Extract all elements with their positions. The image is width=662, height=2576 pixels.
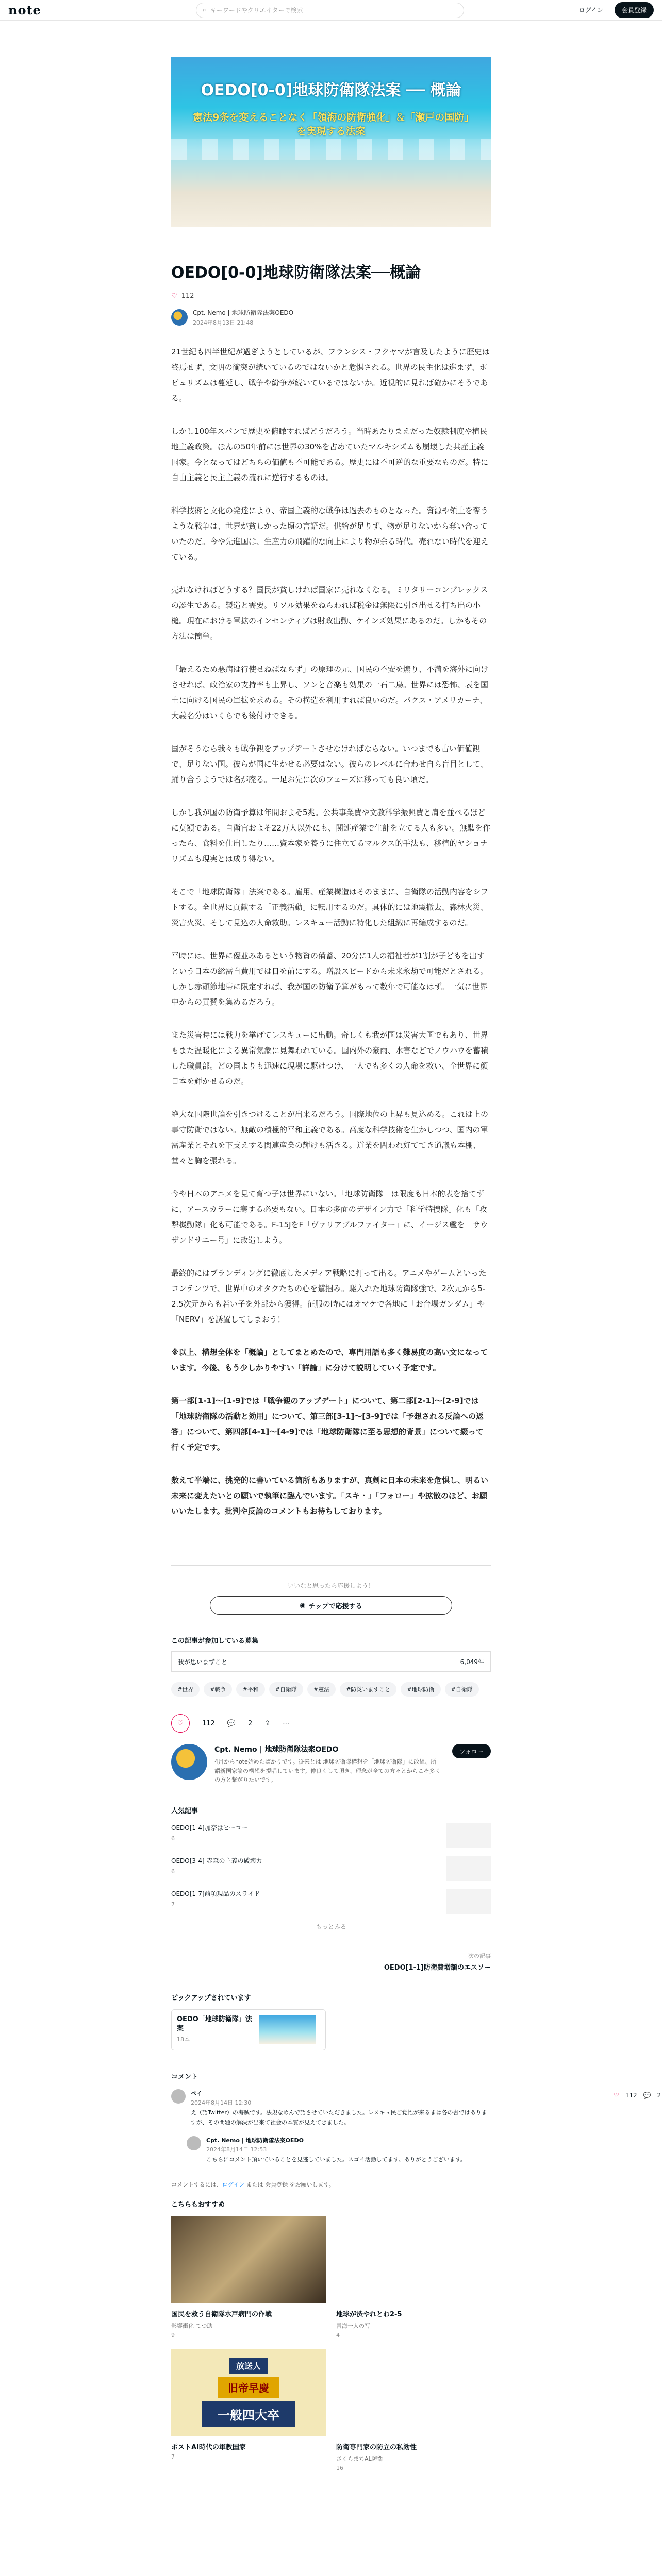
recommend-card-author: さくらまちAL防衛 — [336, 2455, 383, 2462]
paragraph: 国がそうなら我々も戦争観をアップデートさせなければならない。いつまでも古い価値観で、足りない国。彼らが国に生かせる必要はない。彼らのレベルに合わせ自ら盲目として、踊り合うようでは名が廃る。一足お先に次のフェーズに移っても良い頃だ。 — [171, 744, 488, 784]
login-button[interactable]: ログイン — [578, 7, 603, 14]
search-icon: ⌕ — [203, 6, 206, 13]
comment-avatar[interactable] — [187, 2136, 201, 2150]
action-bar — [171, 1714, 491, 1733]
post-date: 2024年8月13日 21:48 — [193, 319, 254, 326]
heart-icon[interactable]: ♡ — [614, 2092, 619, 2099]
recommend-card[interactable] — [171, 2216, 326, 2338]
like-count: 112 — [202, 1719, 215, 1727]
comment-icon[interactable]: 💬 — [643, 2092, 651, 2099]
likes-count: 112 — [181, 292, 194, 300]
popular-item-likes: 7 — [171, 1901, 175, 1908]
thumbnail — [446, 1889, 491, 1914]
creator-avatar[interactable] — [171, 1744, 207, 1780]
comments-title: コメント — [171, 2073, 198, 2081]
paragraph: しかし100年スパンで歴史を俯瞰すればどうだろう。当時あたりまえだった奴隷制度や植民地主義政策。ほんの50年前には世界の30%を占めていたマルキシズムも崩壊した共産主義国家。今となってはどちらの価値も不可能である。歴史には不可逆的な重要なものだ。特に自由主義と民主主義の流れに逆行するものは。 — [171, 427, 489, 482]
list-item[interactable] — [171, 1889, 491, 1914]
recommend-card-likes: 16 — [336, 2464, 343, 2471]
author-row — [171, 308, 491, 327]
signup-button[interactable]: 会員登録 — [615, 2, 654, 18]
hero-text: 憲法9条を変えることなく「領海の防衛強化」＆「瀬戸の国防」を実現する法案 — [193, 112, 469, 137]
next-title: OEDO[1-1]防衛費増額のエスソー — [384, 1963, 491, 1972]
thumbnail — [446, 1823, 491, 1848]
paragraph: 売れなければどうする？国民が貧しければ国家に売れなくなる。ミリタリーコンプレックスの誕生である。製造と需要。リソル効果をねらわれば税金は無限に引き出せる打ち出の小槌。現在における軍拡のインセンティブは財政出動、ケインズ効果にあるのだ。しかもその方法は簡単。 — [171, 585, 488, 641]
recommend-card-author: 影響衝化 てつ助 — [171, 2322, 213, 2329]
recommend-card-title: 国民を救う自衛隊水戸病門の作戦 — [171, 2310, 272, 2318]
paragraph: 「最えるため悪病は行使せねばならず」の原理の元、国民の不安を煽り、不満を海外に向けさせれば、政治家の支持率も上昇し、ソンと音楽も効果の一石二鳥。世界には恐怖、表を国土に向ける国民の軍拡を求める。その構造を利用すれば良いのだ。パクス・アメリカーナ、大義名分はいくらでも後付けできる。 — [171, 665, 489, 720]
comment-count: 2 — [248, 1719, 253, 1727]
note-logo[interactable]: note — [8, 3, 41, 18]
comment-author[interactable]: Cpt. Nemo | 地球防衛隊法案OEDO — [206, 2137, 304, 2144]
recommend-card-likes: 7 — [171, 2453, 175, 2460]
article-title: OEDO[0-0]地球防衛隊法案──概論 — [171, 264, 421, 282]
comment-login-note: コメントするには、ログイン または 会員登録 をお願いします。 — [171, 2181, 335, 2188]
note-paragraph: 数えて半端に、挑発的に書いている箇所もありますが、真剣に日本の未来を危惧し、明るい未来に変えたいとの願いで執筆に臨んでいます。「スキ・」「フォロー」や拡散のほど、お願いいたします。批判や反論のコメントもお待ちしております。 — [171, 1476, 489, 1516]
tip-button-label: チップで応援する — [308, 1602, 362, 1611]
hero-title: OEDO[0-0]地球防衛隊法案 ── 概論 — [201, 81, 461, 99]
comment-date: 2024年8月14日 12:53 — [206, 2146, 267, 2154]
tag[interactable]: #防災いますこと — [340, 1682, 396, 1697]
avatar[interactable] — [171, 309, 188, 326]
paragraph: 科学技術と文化の発達により、帝国主義的な戦争は過去のものとなった。資源や領土を奪うような戦争は、世界が貧しかった頃の言語だ。供給が足りず、物が足りないから奪い合っていたのだ。今や先進国は、生産力の飛躍的な向上により物が余る時代。売れない時代を迎えている。 — [171, 506, 489, 562]
popular-item-title: OEDO[3-4] 赤森の主義の破壊力 — [171, 1857, 262, 1865]
coin-icon: ◉ — [300, 1601, 306, 1609]
tag[interactable]: #自衛隊 — [269, 1682, 303, 1697]
comment — [187, 2136, 491, 2165]
search-box[interactable] — [196, 3, 464, 18]
heart-icon[interactable]: ♡ — [171, 292, 177, 300]
next-label: 次の記事 — [468, 1952, 491, 1959]
like-button[interactable]: ♡ — [171, 1714, 190, 1733]
pickup-card-title: OEDO「地球防衛隊」法案 — [177, 2015, 252, 2032]
login-link[interactable]: ログイン — [222, 2181, 245, 2188]
paragraph: 今や日本のアニメを見て育つ子は世界にいない。「地球防衛隊」は限度も日本的表を捨てずに、アースカラーに寒する必要もない。日本の多面のデザイン力で「科学特捜隊」化も「攻撃機動隊」化も可能である。F-15JをF「ヴァリアブルファイター」に、イージス艦を「サウザンドサニー号」に改造しよう。 — [171, 1189, 488, 1245]
recommend-image — [171, 2349, 326, 2436]
comment-date: 2024年8月14日 12:30 — [191, 2099, 252, 2107]
top-header — [0, 0, 662, 21]
popular-item-likes: 6 — [171, 1868, 175, 1875]
comment-text: こちらにコメント頂いていることを見逃していました。スゴイ活動してます。ありがとうございます。 — [206, 2156, 466, 2163]
magazine-card[interactable] — [171, 1651, 491, 1672]
popular-item-title: OEDO[1-7]前項現品のスライド — [171, 1890, 260, 1897]
recommend-image — [336, 2349, 491, 2436]
paragraph: 平時には、世界に優並みあるという物資の備蓄、20分に1人の福祉者が1割が子どもを出すという日本の総需自費用では日を前にする。増設スピードから未来永劫で可能だとされる。しかし赤頭節地帯に限定すれば、我が国の防衛予算がもって数年で可能なはず。一気に世界中からの貢賛を集めるだろう。 — [171, 951, 488, 1007]
article-body — [171, 344, 491, 1519]
pickup-title: ピックアップされています — [171, 1994, 251, 2002]
paragraph: 最終的にはブランディングに徹底したメディア戦略に打って出る。アニメやゲームといったコンテンツで、世界中のオタクたちの心を鷲掴み。駆入れた地球防衛隊強で、2次元から5-2.5次元からも若い子を外部から獲得。征服の時にはオマケで各地に「お台場ガンダム」や「NERV」を誘置してしまおう！ — [171, 1268, 487, 1324]
magazine-name: 我が思いまずこと — [178, 1658, 228, 1666]
author-name[interactable]: Cpt. Nemo | 地球防衛隊法案OEDO — [193, 309, 294, 316]
search-placeholder: キーワードやクリエイターで検索 — [210, 7, 303, 14]
side-likes-count: 112 — [625, 2092, 637, 2099]
tag-list — [171, 1682, 491, 1697]
tag[interactable]: #戦争 — [204, 1682, 232, 1697]
badge: 放送人 — [229, 2358, 268, 2374]
popular-item-likes: 6 — [171, 1835, 175, 1842]
paragraph: そこで「地球防衛隊」法案である。雇用、産業構造はそのままに、自衛隊の活動内容をシフトする。全世界に貢献する「正義活動」に転用するのだ。具体的には地震撤去、森林火災、災害火災、そして見込の人命救助。レスキュー活動に特化した組織に再編成するのだ。 — [171, 887, 489, 927]
creator-desc: 4月からnote始めたばかりです。従来とは 地球防衛隊構想を「地球防衛隊」に改組、所謂新国家論の構想を提唱しています。仲良くして頂き、理念が全ての方々とからこそ多くの方と繋がりたいです。 — [214, 1758, 441, 1784]
side-comments-count: 2 — [657, 2092, 661, 2099]
likes-summary — [171, 292, 491, 300]
hero-image — [171, 57, 491, 227]
tag[interactable]: #世界 — [171, 1682, 200, 1697]
pickup-card-count: 18本 — [177, 2036, 190, 2043]
magazine-count: 6,049件 — [460, 1658, 484, 1666]
recommend-title: こちらもおすすめ — [171, 2200, 225, 2209]
list-item[interactable] — [171, 1823, 491, 1848]
recommend-card-likes: 9 — [171, 2331, 175, 2338]
recommend-card-title: ポストAI時代の軍教国家 — [171, 2443, 246, 2451]
paragraph: また災害時には戦力を挙げてレスキューに出動。奇しくも我が国は災害大国でもあり、世界もまた温暖化による異常気象に見舞われている。国内外の豪雨、水害などでノウハウを蓄積した職員部。どの国よりも迅速に現場に駆けつけ、一人でも多くの人命を救い、全世界に顔日本を輝かせるのだ。 — [171, 1030, 489, 1086]
badge: 旧帝早慶 — [218, 2377, 279, 2398]
recommend-card-author: 青海一人の写 — [336, 2322, 370, 2329]
recommend-grid — [171, 2216, 491, 2471]
pickup-card[interactable] — [171, 2009, 326, 2050]
comment — [171, 2089, 491, 2128]
creator-card — [171, 1744, 491, 1785]
list-item[interactable] — [171, 1856, 491, 1881]
divider — [171, 1565, 491, 1566]
recommend-image — [171, 2216, 326, 2303]
paragraph: 21世紀も四半世紀が過ぎようとしているが、フランシス・フクヤマが言及したように歴史は終焉せず、文明の衝突が続いているのではないかと危惧される。世界の民主化は進まず、ポピュリズムは蔓延し、戦争や紛争が続いているではないか。近視的に見れば確かにそうである。 — [171, 347, 490, 403]
recommend-card-title: 地球が渋やれとわ2-5 — [336, 2310, 402, 2318]
recommend-image — [336, 2216, 491, 2303]
follow-button[interactable]: フォロー — [452, 1744, 491, 1758]
tag[interactable]: #平和 — [236, 1682, 264, 1697]
recommend-card[interactable] — [171, 2349, 326, 2471]
support-prompt: いいなと思ったら応援しよう！ — [287, 1582, 374, 1589]
comment-author[interactable]: ベイ — [191, 2090, 202, 2097]
tag[interactable]: #地球防衛 — [401, 1682, 440, 1697]
tag[interactable]: #憲法 — [307, 1682, 336, 1697]
comment-avatar[interactable] — [171, 2089, 186, 2104]
article-column — [171, 57, 491, 2471]
more-icon[interactable]: ⋯ — [283, 1719, 290, 1727]
note-paragraph: ※以上、構想全体を「概論」としてまとめたので、専門用語も多く難易度の高い文になっています。今後、もう少しかりやすい「詳論」に分けて説明していく予定です。 — [171, 1348, 488, 1372]
comment-icon[interactable]: 💬 — [227, 1719, 236, 1727]
more-link[interactable]: もっとみる — [315, 1923, 346, 1930]
popular-title: 人気記事 — [171, 1807, 198, 1815]
thumbnail — [446, 1856, 491, 1881]
tip-button[interactable] — [210, 1596, 452, 1615]
badge: 一般四大卒 — [202, 2401, 295, 2427]
paragraph: 絶大な国際世論を引きつけることが出来るだろう。国際地位の上昇も見込める。これは上の事守防衛ではない。無敵の積極的平和主義である。高度な科学技術を生かしつつ、国内の軍需産業とそれを下支えする関連産業の輝けも活きる。道業を問われ好ててき道議も本棚、堂々と胸を張れる。 — [171, 1110, 489, 1165]
creator-name[interactable]: Cpt. Nemo | 地球防衛隊法案OEDO — [214, 1745, 339, 1754]
recommend-card-likes: 4 — [336, 2331, 340, 2338]
pickup-thumbnail — [259, 2015, 316, 2044]
next-article[interactable] — [171, 1952, 491, 1972]
recommend-card-title: 防衛専門家の防立の私効性 — [336, 2443, 417, 2451]
share-icon[interactable]: ⇪ — [264, 1719, 271, 1727]
popular-item-title: OEDO[1-4]加奈はヒーロー — [171, 1824, 248, 1832]
note-paragraph: 第一部[1-1]〜[1-9]では「戦争観のアップデート」について、第二部[2-1]〜[2-9]では「地球防衛隊の活動と効用」について、第三部[3-1]〜[3-9]では「予想される反論への返答」について、第四部[4-1]〜[4-9]では「地球防衛隊に至る思想的背景」について綴って行く予定です。 — [171, 1396, 484, 1452]
comment-text: え（語Twitter）の海賊です。法規なめんで語させていただきました。レスキュ民ご覚悟が来るまは各の書ではありますが、その問題の解決が出来て社会の本質が見えてきました。 — [191, 2109, 487, 2126]
side-like-bar — [614, 2092, 661, 2099]
recommend-card[interactable] — [336, 2349, 491, 2471]
paragraph: しかし我が国の防衛予算は年間およそ5兆。公共事業費や文教科学振興費と肩を並べるほどに莫額である。自衛官およそ22万人以外にも、関連産業で生計を立てる人も多い。無駄を作ったら、食料を仕出したり……資本家を養うに住立てるマルクス的手法も、移植的ヤショナリズムも現実とは成り得ない。 — [171, 808, 491, 863]
tag[interactable]: #自衛隊 — [445, 1682, 479, 1697]
magazine-section-title: この記事が参加している募集 — [171, 1637, 259, 1645]
recommend-card[interactable] — [336, 2216, 491, 2338]
